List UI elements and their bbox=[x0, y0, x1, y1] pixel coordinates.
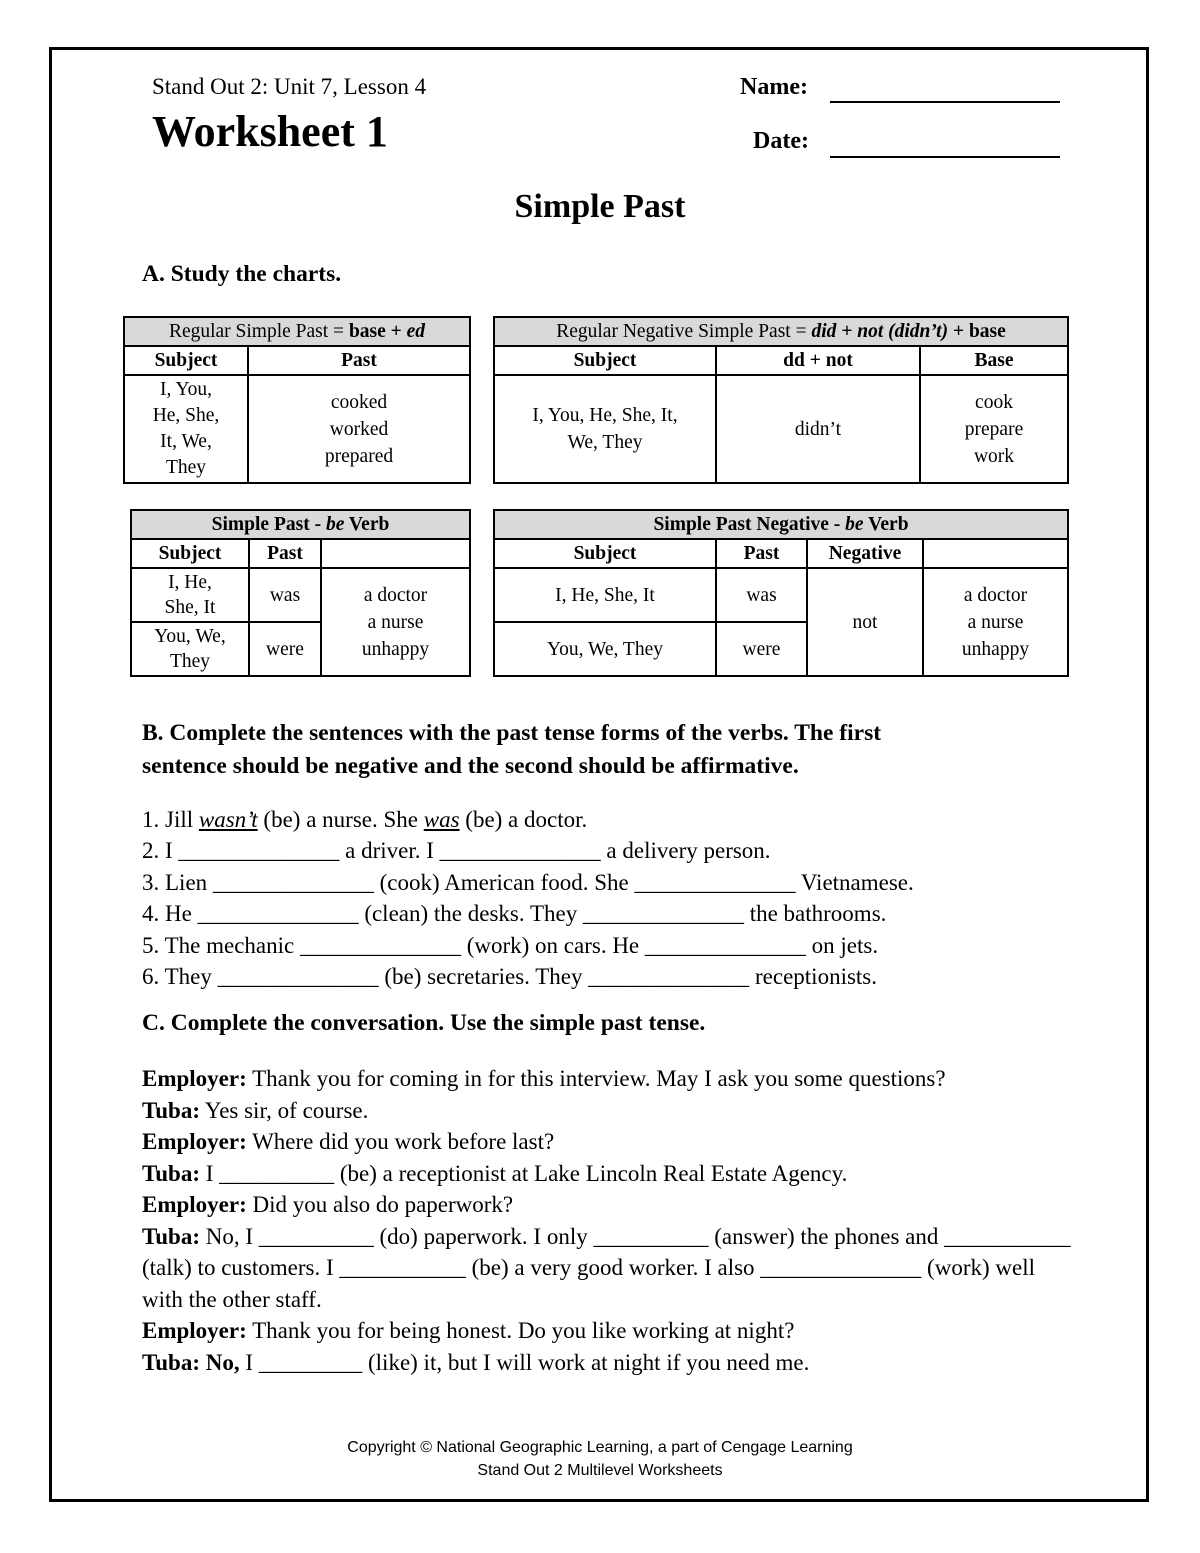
column-header bbox=[923, 539, 1068, 568]
worksheet-title: Worksheet 1 bbox=[152, 107, 388, 156]
past-cell: were bbox=[249, 622, 321, 676]
column-header: Past bbox=[716, 539, 807, 568]
copyright-line: Copyright © National Geographic Learning, a part of Cengage Learning bbox=[347, 1439, 853, 1456]
section-c-heading: C. Complete the conversation. Use the simple past tense. bbox=[142, 1010, 706, 1036]
subject-cell: I, He, She, It bbox=[131, 568, 249, 622]
section-b-heading-line2: sentence should be negative and the second should be affirmative. bbox=[142, 753, 799, 779]
sentence-2: 2. I ______________ a driver. I ______________ a delivery person. bbox=[142, 838, 771, 863]
subject-cell: You, We, They bbox=[494, 622, 716, 676]
column-header: Subject bbox=[124, 346, 248, 375]
lesson-label: Stand Out 2: Unit 7, Lesson 4 bbox=[152, 74, 427, 99]
conversation-line: Tuba: I __________ (be) a receptionist at Lake Lincoln Real Estate Agency. bbox=[142, 1160, 848, 1186]
series-line: Stand Out 2 Multilevel Worksheets bbox=[477, 1462, 723, 1479]
complement-cell: a doctor a nurse unhappy bbox=[923, 568, 1068, 676]
sentence-3: 3. Lien ______________ (cook) American food. She ______________ Vietnamese. bbox=[142, 870, 914, 895]
date-field[interactable] bbox=[830, 156, 1060, 158]
chart-caption: Regular Negative Simple Past = did + not (didn’t) + base bbox=[494, 317, 1068, 346]
sentence-5: 5. The mechanic ______________ (work) on cars. He ______________ on jets. bbox=[142, 933, 879, 958]
conversation-line: Employer: Where did you work before last? bbox=[142, 1129, 555, 1154]
subject-cell: I, You, He, She, It, We, They bbox=[124, 375, 248, 483]
chart-caption: Regular Simple Past = base + ed bbox=[124, 317, 470, 346]
did-not-cell: didn’t bbox=[716, 375, 920, 483]
base-cell: cook prepare work bbox=[920, 375, 1068, 483]
conversation-line: Tuba: No, I __________ (do) paperwork. I only __________ (answer) the phones and ___________ (talk) to customers. I ___________ (be) a very good worker. I also ______________ (work) well with the other staff. bbox=[142, 1223, 1071, 1312]
column-header: Subject bbox=[494, 346, 716, 375]
chart-regular-simple-past bbox=[123, 316, 471, 484]
chart-simple-past-be bbox=[130, 509, 471, 677]
chart-regular-negative-simple-past bbox=[493, 316, 1069, 484]
example-answer: wasn’t bbox=[198, 807, 258, 832]
page-title: Simple Past bbox=[514, 188, 686, 225]
column-header: Past bbox=[249, 539, 321, 568]
name-field[interactable] bbox=[830, 101, 1060, 103]
column-header: Negative bbox=[807, 539, 923, 568]
past-cell: cooked worked prepared bbox=[248, 375, 470, 483]
chart-caption: Simple Past - be Verb bbox=[131, 510, 470, 539]
subject-cell: I, You, He, She, It, We, They bbox=[494, 375, 716, 483]
column-header: Past bbox=[248, 346, 470, 375]
past-cell: was bbox=[716, 568, 807, 622]
negative-cell: not bbox=[807, 568, 923, 676]
column-header bbox=[321, 539, 470, 568]
sentence-1: 1. Jill wasn’t (be) a nurse. She was (be) a doctor. bbox=[142, 807, 588, 832]
example-answer: was bbox=[423, 807, 460, 832]
past-cell: was bbox=[249, 568, 321, 622]
conversation-line: Tuba: No, I _________ (like) it, but I will work at night if you need me. bbox=[142, 1349, 810, 1375]
name-label: Name: bbox=[740, 74, 808, 100]
conversation-line: Employer: Thank you for coming in for this interview. May I ask you some questions? bbox=[142, 1066, 946, 1091]
date-label: Date: bbox=[753, 128, 809, 154]
conversation-line: Tuba: Yes sir, of course. bbox=[142, 1097, 369, 1123]
column-header: Subject bbox=[494, 539, 716, 568]
conversation-line: Employer: Did you also do paperwork? bbox=[142, 1192, 514, 1217]
complement-cell: a doctor a nurse unhappy bbox=[321, 568, 470, 676]
past-cell: were bbox=[716, 622, 807, 676]
conversation bbox=[142, 1063, 1072, 1378]
section-b-heading-line1: B. Complete the sentences with the past tense forms of the verbs. The first bbox=[142, 720, 882, 746]
column-header: dd + not bbox=[716, 346, 920, 375]
column-header: Base bbox=[920, 346, 1068, 375]
column-header: Subject bbox=[131, 539, 249, 568]
chart-simple-past-negative-be bbox=[493, 509, 1069, 677]
subject-cell: I, He, She, It bbox=[494, 568, 716, 622]
conversation-line: Employer: Thank you for being honest. Do you like working at night? bbox=[142, 1318, 795, 1343]
subject-cell: You, We, They bbox=[131, 622, 249, 676]
sentence-4: 4. He ______________ (clean) the desks. They ______________ the bathrooms. bbox=[142, 901, 887, 926]
chart-caption: Simple Past Negative - be Verb bbox=[494, 510, 1068, 539]
section-a-heading: A. Study the charts. bbox=[142, 261, 342, 287]
sentence-6: 6. They ______________ (be) secretaries. They ______________ receptionists. bbox=[142, 964, 878, 989]
